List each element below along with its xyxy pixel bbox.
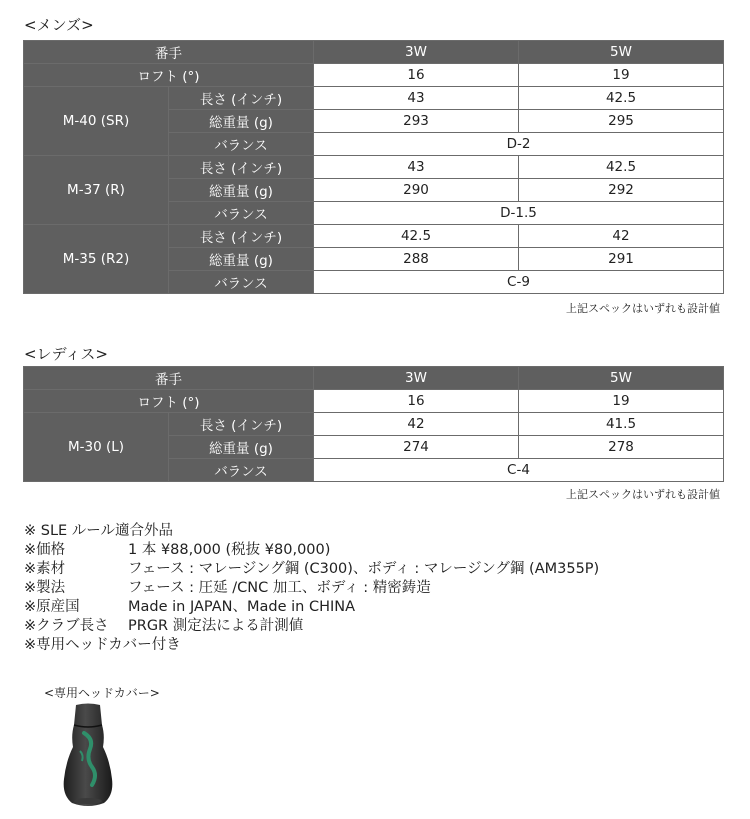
info-value: フェース : 圧延 /CNC 加工、ボディ : 精密鋳造 [128,580,431,596]
rules-note: ※ SLE ルール適合外品 [24,523,174,539]
cell-5w: 295 [519,110,724,133]
cell-5w: 41.5 [519,413,724,436]
balance-value: C-9 [314,271,724,294]
table-row [24,413,724,436]
mens-spec-note: 上記スペックはいずれも設計値 [566,302,720,315]
model-name: M-30 (L) [24,413,169,482]
model-name: M-40 (SR) [24,87,169,156]
cell-3w: 42 [314,413,519,436]
row-label: 長さ (インチ) [169,413,314,436]
list-item [24,541,599,560]
header-3w: 3W [314,367,519,390]
row-label: 総重量 (g) [169,110,314,133]
loft-row [24,64,724,87]
balance-value: C-4 [314,459,724,482]
loft-5w: 19 [519,64,724,87]
row-label: バランス [169,271,314,294]
ladies-spec-note: 上記スペックはいずれも設計値 [566,488,720,501]
cell-5w: 278 [519,436,724,459]
row-label: 長さ (インチ) [169,225,314,248]
ladies-spec-table [23,366,724,482]
row-label: 総重量 (g) [169,179,314,202]
cell-3w: 43 [314,87,519,110]
balance-value: D-1.5 [314,202,724,225]
info-key: ※製法 [24,580,66,596]
info-key: ※クラブ長さ [24,618,109,634]
row-label: 総重量 (g) [169,248,314,271]
row-label: バランス [169,133,314,156]
table-header-row [24,41,724,64]
cell-5w: 42.5 [519,87,724,110]
cell-3w: 42.5 [314,225,519,248]
info-key: ※原産国 [24,599,80,615]
cell-3w: 293 [314,110,519,133]
cell-5w: 291 [519,248,724,271]
header-5w: 5W [519,367,724,390]
balance-value: D-2 [314,133,724,156]
header-3w: 3W [314,41,519,64]
header-club-number: 番手 [24,41,314,64]
loft-label: ロフト (°) [24,64,314,87]
loft-3w: 16 [314,64,519,87]
cell-3w: 274 [314,436,519,459]
list-item [24,617,599,636]
cell-5w: 42 [519,225,724,248]
info-key: ※価格 [24,542,66,558]
list-item [24,560,599,579]
table-row [24,156,724,179]
info-value: 1 本 ¥88,000 (税抜 ¥80,000) [128,542,331,558]
loft-label: ロフト (°) [24,390,314,413]
loft-row [24,390,724,413]
product-info [24,522,599,655]
headcover-icon [58,703,118,807]
info-key: ※素材 [24,561,66,577]
info-value: フェース : マレージング鋼 (C300)、ボディ : マレージング鋼 (AM355P) [128,561,600,577]
row-label: バランス [169,202,314,225]
cell-5w: 292 [519,179,724,202]
info-value: Made in JAPAN、Made in CHINA [128,599,356,615]
headcover-image [58,703,118,811]
header-5w: 5W [519,41,724,64]
list-item [24,579,599,598]
headcover-caption: <専用ヘッドカバー> [44,686,160,700]
mens-spec-table [23,40,724,294]
table-header-row [24,367,724,390]
cell-5w: 42.5 [519,156,724,179]
list-item [24,598,599,617]
headcover-note: ※専用ヘッドカバー付き [24,637,181,653]
cell-3w: 290 [314,179,519,202]
cell-3w: 288 [314,248,519,271]
loft-3w: 16 [314,390,519,413]
ladies-section-title: <レディス> [24,345,108,363]
header-club-number: 番手 [24,367,314,390]
info-value: PRGR 測定法による計測値 [128,618,304,634]
row-label: バランス [169,459,314,482]
model-name: M-37 (R) [24,156,169,225]
row-label: 長さ (インチ) [169,87,314,110]
table-row [24,225,724,248]
model-name: M-35 (R2) [24,225,169,294]
row-label: 長さ (インチ) [169,156,314,179]
loft-5w: 19 [519,390,724,413]
mens-section-title: <メンズ> [24,16,94,34]
table-row [24,87,724,110]
cell-3w: 43 [314,156,519,179]
row-label: 総重量 (g) [169,436,314,459]
